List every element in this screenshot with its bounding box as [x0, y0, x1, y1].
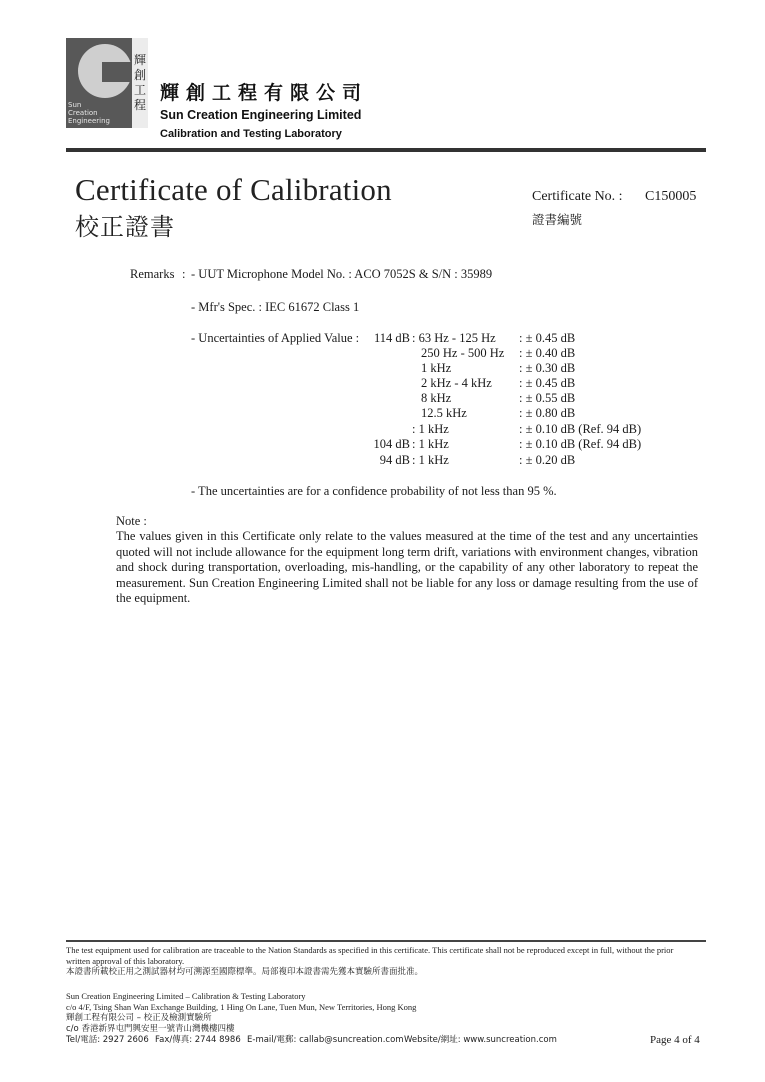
uut-line: - UUT Microphone Model No. : ACO 7052S & S/N : 35989 — [191, 267, 493, 281]
note-body: The values given in this Certificate only relate to the values measured at the time of the test and any uncertainties quoted will not include allowance for the equipment long term drift, variations with environment changes, vibration and shock during transportation, overloading, mis-handling, or the capability of any other laboratory to repeat the measurement. Sun Creation Engineering Limited shall not be liable for any loss or damage resulting from the use of the equipment. — [116, 529, 698, 605]
freq-cell: 12.5 kHz — [421, 406, 467, 420]
certificate-title-cn: 校正證書 — [75, 213, 175, 241]
remarks-separator: : — [182, 267, 186, 281]
freq-cell: : 1 kHz — [412, 453, 449, 467]
value-cell: : ± 0.55 dB — [519, 391, 576, 405]
company-logo — [66, 38, 148, 128]
logo-caption: Sun Creation Engineering — [68, 101, 110, 125]
value-cell: : ± 0.30 dB — [519, 361, 576, 375]
uncertainties-label: - Uncertainties of Applied Value : — [191, 331, 360, 345]
freq-cell: : 63 Hz - 125 Hz — [412, 331, 496, 345]
traceability-statement: The test equipment used for calibration are traceable to the Nation Standards as specified in this certificate. This certificate shall not be reproduced except in full, without the prior — [66, 945, 674, 955]
telephone: Tel/電話: 2927 2606 — [66, 1035, 149, 1045]
company-name-en: Sun Creation Engineering Limited — [160, 108, 362, 122]
freq-cell: : 1 kHz — [412, 422, 449, 436]
mfr-spec-line: - Mfr's Spec. : IEC 61672 Class 1 — [191, 300, 360, 314]
note-label: Note : — [116, 514, 147, 528]
level-cell: 94 dB — [379, 453, 410, 467]
certificate-number-label-cn: 證書編號 — [532, 212, 583, 227]
freq-cell: : 1 kHz — [412, 437, 449, 451]
fax: Fax/傳真: 2744 8986 — [155, 1035, 241, 1045]
value-cell: : ± 0.10 dB (Ref. 94 dB) — [519, 437, 642, 451]
value-cell: : ± 0.40 dB — [519, 346, 576, 360]
certificate-number: C150005 — [645, 189, 697, 204]
value-cell: : ± 0.20 dB — [519, 453, 576, 467]
freq-cell: 1 kHz — [421, 361, 452, 375]
level-cell: 104 dB — [373, 437, 410, 451]
remarks-label: Remarks — [130, 267, 175, 281]
website-link[interactable]: Website/網址: www.suncreation.com — [404, 1035, 557, 1045]
freq-cell: 8 kHz — [421, 391, 452, 405]
email-link[interactable]: E-mail/電郵: callab@suncreation.com — [247, 1035, 404, 1045]
lab-address-title: Sun Creation Engineering Limited – Calibration & Testing Laboratory — [66, 991, 306, 1001]
level-cell: 114 dB — [374, 331, 410, 345]
company-name-cn: 輝創工程有限公司 — [160, 82, 369, 104]
logo-vertical-text: 輝 創 工 程 — [132, 38, 148, 128]
traceability-statement-cn: 本證書所載校正用之測試器材均可溯源至國際標準。局部複印本證書需先獲本實驗所書面批准。 — [66, 967, 424, 977]
certificate-title: Certificate of Calibration — [75, 172, 392, 207]
freq-cell: 2 kHz - 4 kHz — [421, 376, 492, 390]
confidence-line: - The uncertainties are for a confidence probability of not less than 95 %. — [191, 484, 557, 498]
lab-name: Calibration and Testing Laboratory — [160, 128, 342, 140]
value-cell: : ± 0.80 dB — [519, 406, 576, 420]
header-divider — [66, 148, 706, 152]
certificate-number-label: Certificate No. : — [532, 189, 623, 204]
page-number: Page 4 of 4 — [650, 1034, 700, 1046]
freq-cell: 250 Hz - 500 Hz — [421, 346, 505, 360]
traceability-statement-2: written approval of this laboratory. — [66, 956, 185, 966]
value-cell: : ± 0.10 dB (Ref. 94 dB) — [519, 422, 642, 436]
lab-address-cn: c/o 香港新界屯門興安里一號青山灣機樓四樓 — [66, 1024, 235, 1034]
value-cell: : ± 0.45 dB — [519, 376, 576, 390]
lab-address-title-cn: 輝創工程有限公司 – 校正及檢測實驗所 — [66, 1013, 212, 1023]
value-cell: : ± 0.45 dB — [519, 331, 576, 345]
lab-address-en: c/o 4/F, Tsing Shan Wan Exchange Building, 1 Hing On Lane, Tuen Mun, New Territories, Hong Kong — [66, 1002, 417, 1012]
footer-divider — [66, 940, 706, 942]
